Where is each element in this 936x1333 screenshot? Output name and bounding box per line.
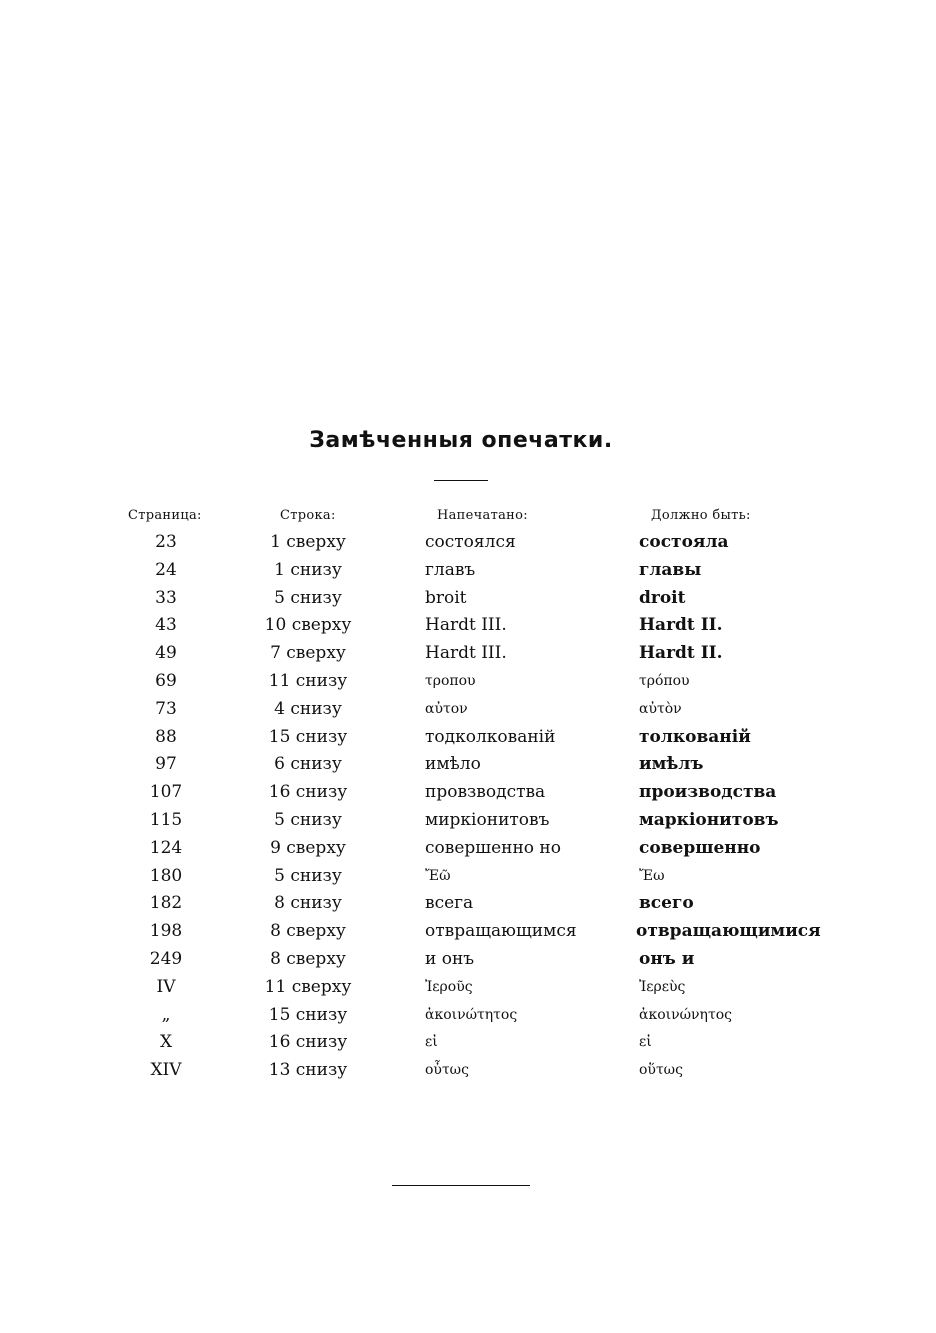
correct-text: имѣлъ	[639, 754, 704, 775]
line-ref: 4 снизу	[274, 698, 342, 719]
correct-text: droit	[639, 587, 686, 608]
page-number: „	[161, 1004, 171, 1025]
correct-text: толкованій	[639, 726, 751, 747]
line-ref: 1 сверху	[270, 532, 346, 552]
line-ref: 15 снизу	[268, 726, 348, 747]
page-number: 182	[149, 893, 183, 914]
line-ref: 7 сверху	[270, 643, 346, 664]
header-page: Страница:	[128, 508, 202, 523]
printed-text: отвращающимся	[425, 921, 577, 942]
page-number: 33	[155, 587, 177, 608]
errata-row	[0, 917, 936, 945]
errata-row	[0, 1001, 936, 1029]
errata-row	[0, 639, 936, 667]
correct-text: производства	[639, 782, 777, 803]
correct-text: онъ и	[639, 948, 695, 969]
header-printed: Напечатано:	[437, 508, 528, 523]
errata-row	[0, 834, 936, 862]
printed-text: миркіонитовъ	[425, 809, 550, 830]
errata-row	[0, 584, 936, 612]
printed-text: тодколкованій	[425, 726, 556, 747]
correct-text: Hardt II.	[639, 643, 723, 664]
correct-text: главы	[639, 559, 702, 580]
errata-row	[0, 945, 936, 973]
printed-text: состоялся	[425, 532, 516, 552]
page-number: 180	[149, 865, 183, 886]
line-ref: 11 сверху	[264, 976, 352, 997]
page-number: 69	[155, 670, 177, 691]
line-ref: 6 снизу	[274, 754, 342, 775]
printed-text: Hardt III.	[425, 643, 507, 664]
header-line: Строка:	[280, 508, 336, 523]
errata-row	[0, 556, 936, 584]
correct-text: маркіонитовъ	[639, 809, 779, 830]
printed-text: εἰ	[425, 1034, 438, 1051]
end-divider	[392, 1185, 530, 1186]
line-ref: 16 снизу	[268, 1032, 348, 1053]
errata-row	[0, 778, 936, 806]
page-number: 97	[155, 754, 177, 775]
line-ref: 11 снизу	[268, 670, 348, 691]
page-number: 73	[155, 698, 177, 719]
header-correct: Должно быть:	[651, 508, 751, 523]
line-ref: 15 снизу	[268, 1004, 348, 1025]
line-ref: 8 сверху	[270, 948, 346, 969]
errata-row	[0, 889, 936, 917]
page-title: Замѣченныя опечатки.	[309, 428, 613, 453]
printed-text: οὖτως	[425, 1062, 469, 1079]
line-ref: 5 снизу	[274, 809, 342, 830]
correct-text: всего	[639, 893, 694, 914]
errata-row	[0, 1028, 936, 1056]
page-number: 115	[149, 809, 183, 830]
errata-row	[0, 695, 936, 723]
page-number: 24	[155, 559, 177, 580]
correct-text: εἰ	[639, 1034, 652, 1051]
page-number: 249	[149, 948, 183, 969]
correct-text: τρόπου	[639, 672, 690, 689]
line-ref: 9 сверху	[270, 837, 346, 858]
page-number: IV	[156, 976, 176, 997]
line-ref: 10 сверху	[264, 615, 352, 636]
page-number: 23	[155, 532, 177, 552]
errata-row	[0, 806, 936, 834]
line-ref: 8 сверху	[270, 921, 346, 942]
correct-text: αὐτὸν	[639, 700, 682, 717]
correct-text: Ἰερεὺς	[639, 978, 686, 995]
printed-text: Ἔῶ	[425, 867, 451, 884]
printed-text: провзводства	[425, 782, 546, 803]
line-ref: 5 снизу	[274, 587, 342, 608]
correct-text: совершенно	[639, 837, 761, 858]
errata-row	[0, 973, 936, 1001]
printed-text: τροπου	[425, 672, 476, 689]
line-ref: 5 снизу	[274, 865, 342, 886]
title-divider	[434, 480, 488, 481]
errata-row	[0, 862, 936, 890]
correct-text: Ἔω	[639, 867, 665, 884]
page-number: 107	[149, 782, 183, 803]
line-ref: 13 снизу	[268, 1060, 348, 1081]
page-number: 198	[149, 921, 183, 942]
correct-text: отвращающимися	[636, 921, 821, 942]
printed-text: имѣло	[425, 754, 481, 775]
printed-text: совершенно но	[425, 837, 561, 858]
line-ref: 1 снизу	[274, 559, 342, 580]
errata-row	[0, 750, 936, 778]
errata-row	[0, 667, 936, 695]
page-number: 124	[149, 837, 183, 858]
errata-row	[0, 723, 936, 751]
printed-text: broit	[425, 587, 467, 608]
errata-row	[0, 611, 936, 639]
correct-text: состояла	[639, 532, 729, 552]
printed-text: и онъ	[425, 948, 475, 969]
correct-text: οὕτως	[639, 1062, 683, 1079]
page-number: XIV	[150, 1060, 182, 1081]
printed-text: ἀκοινώτητος	[425, 1006, 518, 1023]
errata-row	[0, 1056, 936, 1084]
correct-text: Hardt II.	[639, 615, 723, 636]
line-ref: 16 снизу	[268, 782, 348, 803]
printed-text: Ἰεροῦς	[425, 978, 473, 995]
page-number: 49	[155, 643, 177, 664]
correct-text: ἀκοινώνητος	[639, 1006, 732, 1023]
errata-row	[0, 528, 936, 556]
page-number: 43	[155, 615, 177, 636]
printed-text: Hardt III.	[425, 615, 507, 636]
page-number: 88	[155, 726, 177, 747]
page-number: X	[159, 1032, 173, 1053]
printed-text: αὐτον	[425, 700, 468, 717]
line-ref: 8 снизу	[274, 893, 342, 914]
printed-text: главъ	[425, 559, 476, 580]
printed-text: всега	[425, 893, 474, 914]
errata-table	[0, 528, 936, 1084]
